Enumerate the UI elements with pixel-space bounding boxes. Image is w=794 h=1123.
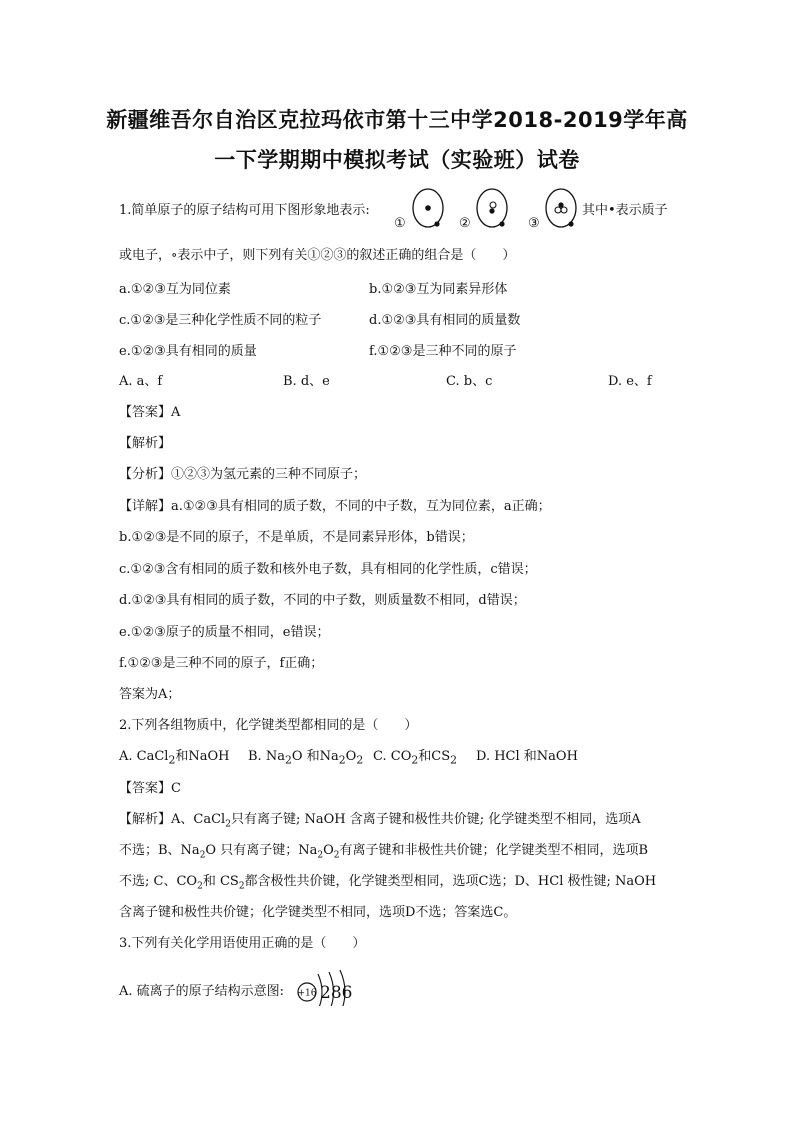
q1-option-d: d.①②③具有相同的质量数 — [369, 313, 521, 328]
atom-label-2: ② — [459, 216, 471, 231]
q1-choice-d: D. e、f — [608, 374, 652, 389]
q2-option-c: C. $CO_2$和$CS_2$ — [373, 749, 457, 767]
atom-diagram-2 — [474, 186, 512, 232]
q3-option-a: A. 硫离子的原子结构示意图: — [119, 984, 285, 999]
q1-stem-text: 1.简单原子的原子结构可用下图形象地表示: — [119, 203, 370, 218]
q1-detail-3: c.①②③含有相同的质子数和核外电子数，具有相同的化学性质，c错误； — [119, 562, 537, 577]
q2-stem: 2.下列各组物质中，化学键类型都相同的是（ ） — [119, 718, 418, 733]
q3-stem: 3.下列有关化学用语使用正确的是（ ） — [119, 936, 366, 951]
q1-option-f: f.①②③是三种不同的原子 — [369, 344, 517, 359]
atom-label-1: ① — [394, 216, 406, 231]
q1-detail-5: e.①②③原子的质量不相同，e错误； — [119, 625, 330, 640]
q1-detail-1: 【详解】a.①②③具有相同的质子数，不同的中子数，互为同位素，a正确； — [119, 499, 551, 514]
q1-option-a: a.①②③互为同位素 — [119, 282, 231, 297]
electron-shell-counts: 286 — [320, 983, 353, 1003]
q1-option-b: b.①②③互为同素异形体 — [369, 282, 508, 297]
q1-analysis: 【分析】①②③为氢元素的三种不同原子； — [119, 467, 367, 482]
q2-explanation-line-2: 不选；B、$Na_2O$ 只有离子键；$Na_2O_2$有离子键和非极性共价键；化学键类型不相同，选项B — [119, 843, 649, 861]
q1-option-e: e.①②③具有相同的质量 — [119, 344, 257, 359]
q2-option-a: A. CaCl$_2$和NaOH — [119, 749, 230, 767]
q1-choice-b: B. d、e — [283, 374, 330, 389]
q1-stem-line-1 — [119, 202, 370, 220]
q1-analysis-heading: 【解析】 — [119, 436, 172, 451]
q2-option-b: B. $Na_2O$ 和$Na_2O_2$ — [248, 749, 364, 767]
q1-detail-2: b.①②③是不同的原子，不是单质，不是同素异形体，b错误； — [119, 530, 474, 545]
exam-title-line-1: 新疆维吾尔自治区克拉玛依市第十三中学2018-2019学年高 — [106, 108, 688, 132]
q2-explanation-line-1: 【解析】A、CaCl$_2$只有离子键; NaOH 含离子键和极性共价键; 化学键类型不相同，选项A — [119, 812, 641, 830]
nucleus-charge-label: +16 — [297, 988, 317, 999]
q1-stem-line-2: 或电子，∘表示中子，则下列有关①②③的叙述正确的组合是（ ） — [119, 248, 516, 263]
q1-answer: 【答案】A — [119, 405, 181, 420]
q2-explanation-line-3: 不选; C、$CO_2$和 $CS_2$都含极性共价键，化学键类型相同，选项C选；D、HCl 极性键; NaOH — [119, 874, 657, 892]
atom-diagram-1 — [410, 186, 448, 232]
atom-diagram-3 — [543, 186, 581, 232]
q1-choice-a: A. a、f — [119, 374, 163, 389]
q1-option-c: c.①②③是三种化学性质不同的粒子 — [119, 313, 322, 328]
exam-title-line-2: 一下学期期中模拟考试（实验班）试卷 — [214, 148, 580, 172]
q1-detail-4: d.①②③具有相同的质子数，不同的中子数，则质量数不相同，d错误； — [119, 593, 526, 608]
q1-detail-6: f.①②③是三种不同的原子，f正确； — [119, 656, 324, 671]
q2-option-d: D. HCl 和NaOH — [476, 749, 578, 764]
q1-stem-text-2: 其中•表示质子 — [582, 203, 668, 218]
atom-label-3: ③ — [528, 216, 540, 231]
q2-explanation-line-4: 含离子键和极性共价键；化学键类型不相同，选项D不选；答案选C。 — [119, 905, 517, 920]
q2-answer: 【答案】C — [119, 781, 181, 796]
sulfide-ion-structure-diagram — [296, 966, 358, 1006]
q1-final-answer: 答案为A； — [119, 687, 181, 702]
q1-choice-c: C. b、c — [446, 374, 493, 389]
